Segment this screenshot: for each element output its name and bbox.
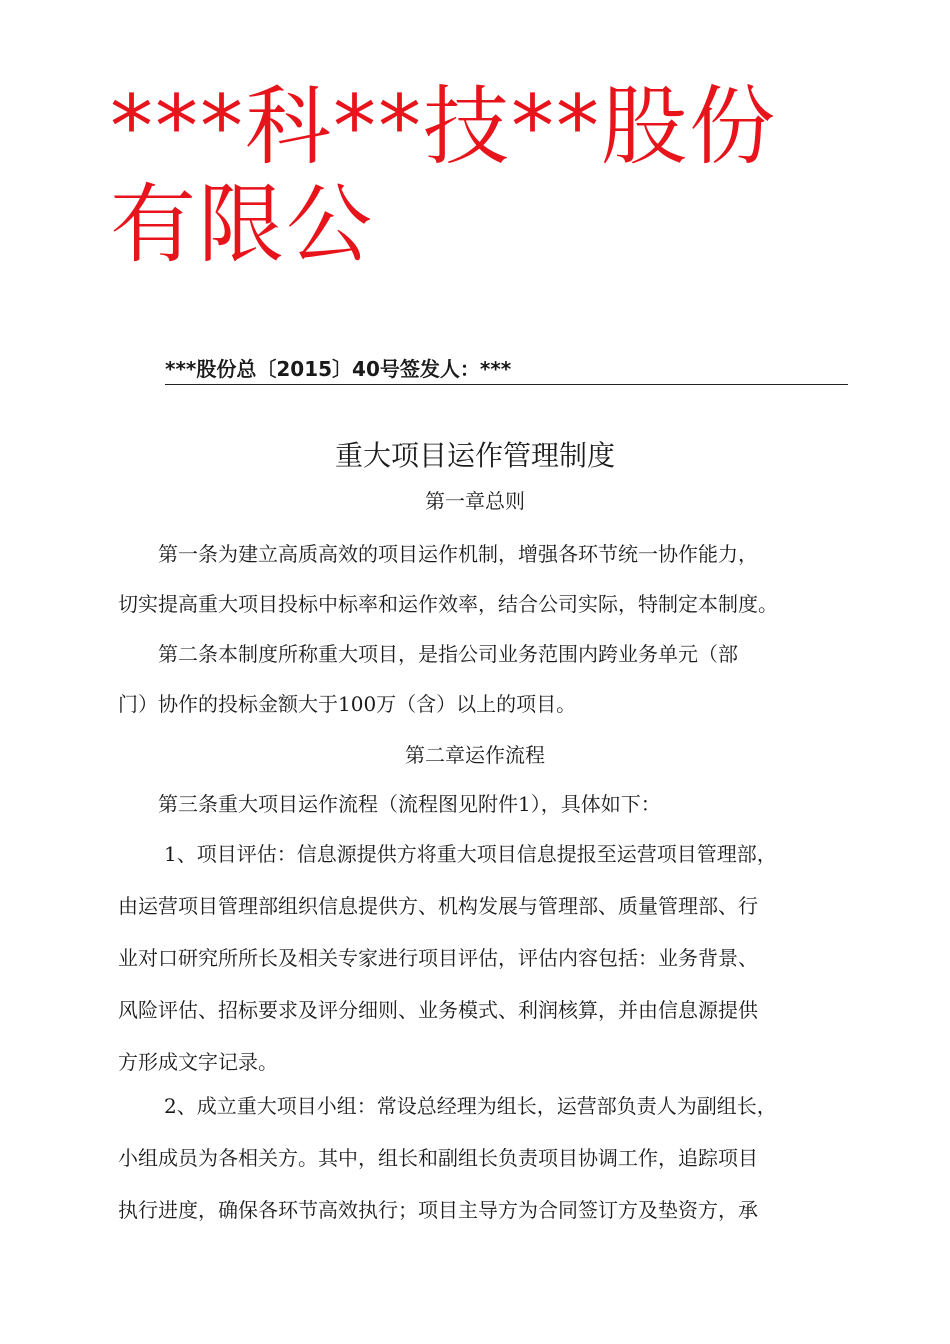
document-title: 重大项目运作管理制度 <box>334 439 615 472</box>
article-3 <box>118 787 838 837</box>
article-3-line: 第三条重大项目运作流程（流程图见附件1），具体如下： <box>158 792 661 816</box>
article-2-line-2: 门）协作的投标金额大于100万（含）以上的项目。 <box>118 692 577 716</box>
item-1-line-3: 业对口研究所所长及相关专家进行项目评估，评估内容包括：业务背景、 <box>118 946 758 970</box>
item-2-project-team <box>118 1089 838 1245</box>
article-2 <box>118 637 838 737</box>
chapter-1-heading: 第一章总则 <box>425 489 525 513</box>
item-2-line-2: 小组成员为各相关方。其中，组长和副组长负责项目协调工作，追踪项目 <box>118 1146 758 1170</box>
document-number-line: ***股份总〔2015〕40号签发人：*** <box>165 356 848 385</box>
item-2-line-1: 2、成立重大项目小组：常设总经理为组长，运营部负责人为副组长， <box>164 1094 777 1118</box>
item-1-line-5: 方形成文字记录。 <box>118 1050 278 1074</box>
item-2-line-3: 执行进度，确保各环节高效执行；项目主导方为合同签订方及垫资方，承 <box>118 1198 758 1222</box>
item-1-project-evaluation <box>118 837 838 1097</box>
article-1-line-1: 第一条为建立高质高效的项目运作机制，增强各环节统一协作能力， <box>158 542 758 566</box>
article-1 <box>118 537 838 637</box>
item-1-line-1: 1、项目评估：信息源提供方将重大项目信息提报至运营项目管理部， <box>164 842 777 866</box>
company-name-line-1: ***科**技**股份 <box>110 77 777 177</box>
article-1-line-2: 切实提高重大项目投标中标率和运作效率，结合公司实际，特制定本制度。 <box>118 592 778 616</box>
chapter-2-heading: 第二章运作流程 <box>405 743 545 767</box>
company-red-header <box>110 78 830 274</box>
item-1-line-2: 由运营项目管理部组织信息提供方、机构发展与管理部、质量管理部、行 <box>118 894 758 918</box>
company-name-line-2: 有限公 <box>110 175 374 275</box>
item-1-line-4: 风险评估、招标要求及评分细则、业务模式、利润核算，并由信息源提供 <box>118 998 758 1022</box>
article-2-line-1: 第二条本制度所称重大项目，是指公司业务范围内跨业务单元（部 <box>158 642 738 666</box>
